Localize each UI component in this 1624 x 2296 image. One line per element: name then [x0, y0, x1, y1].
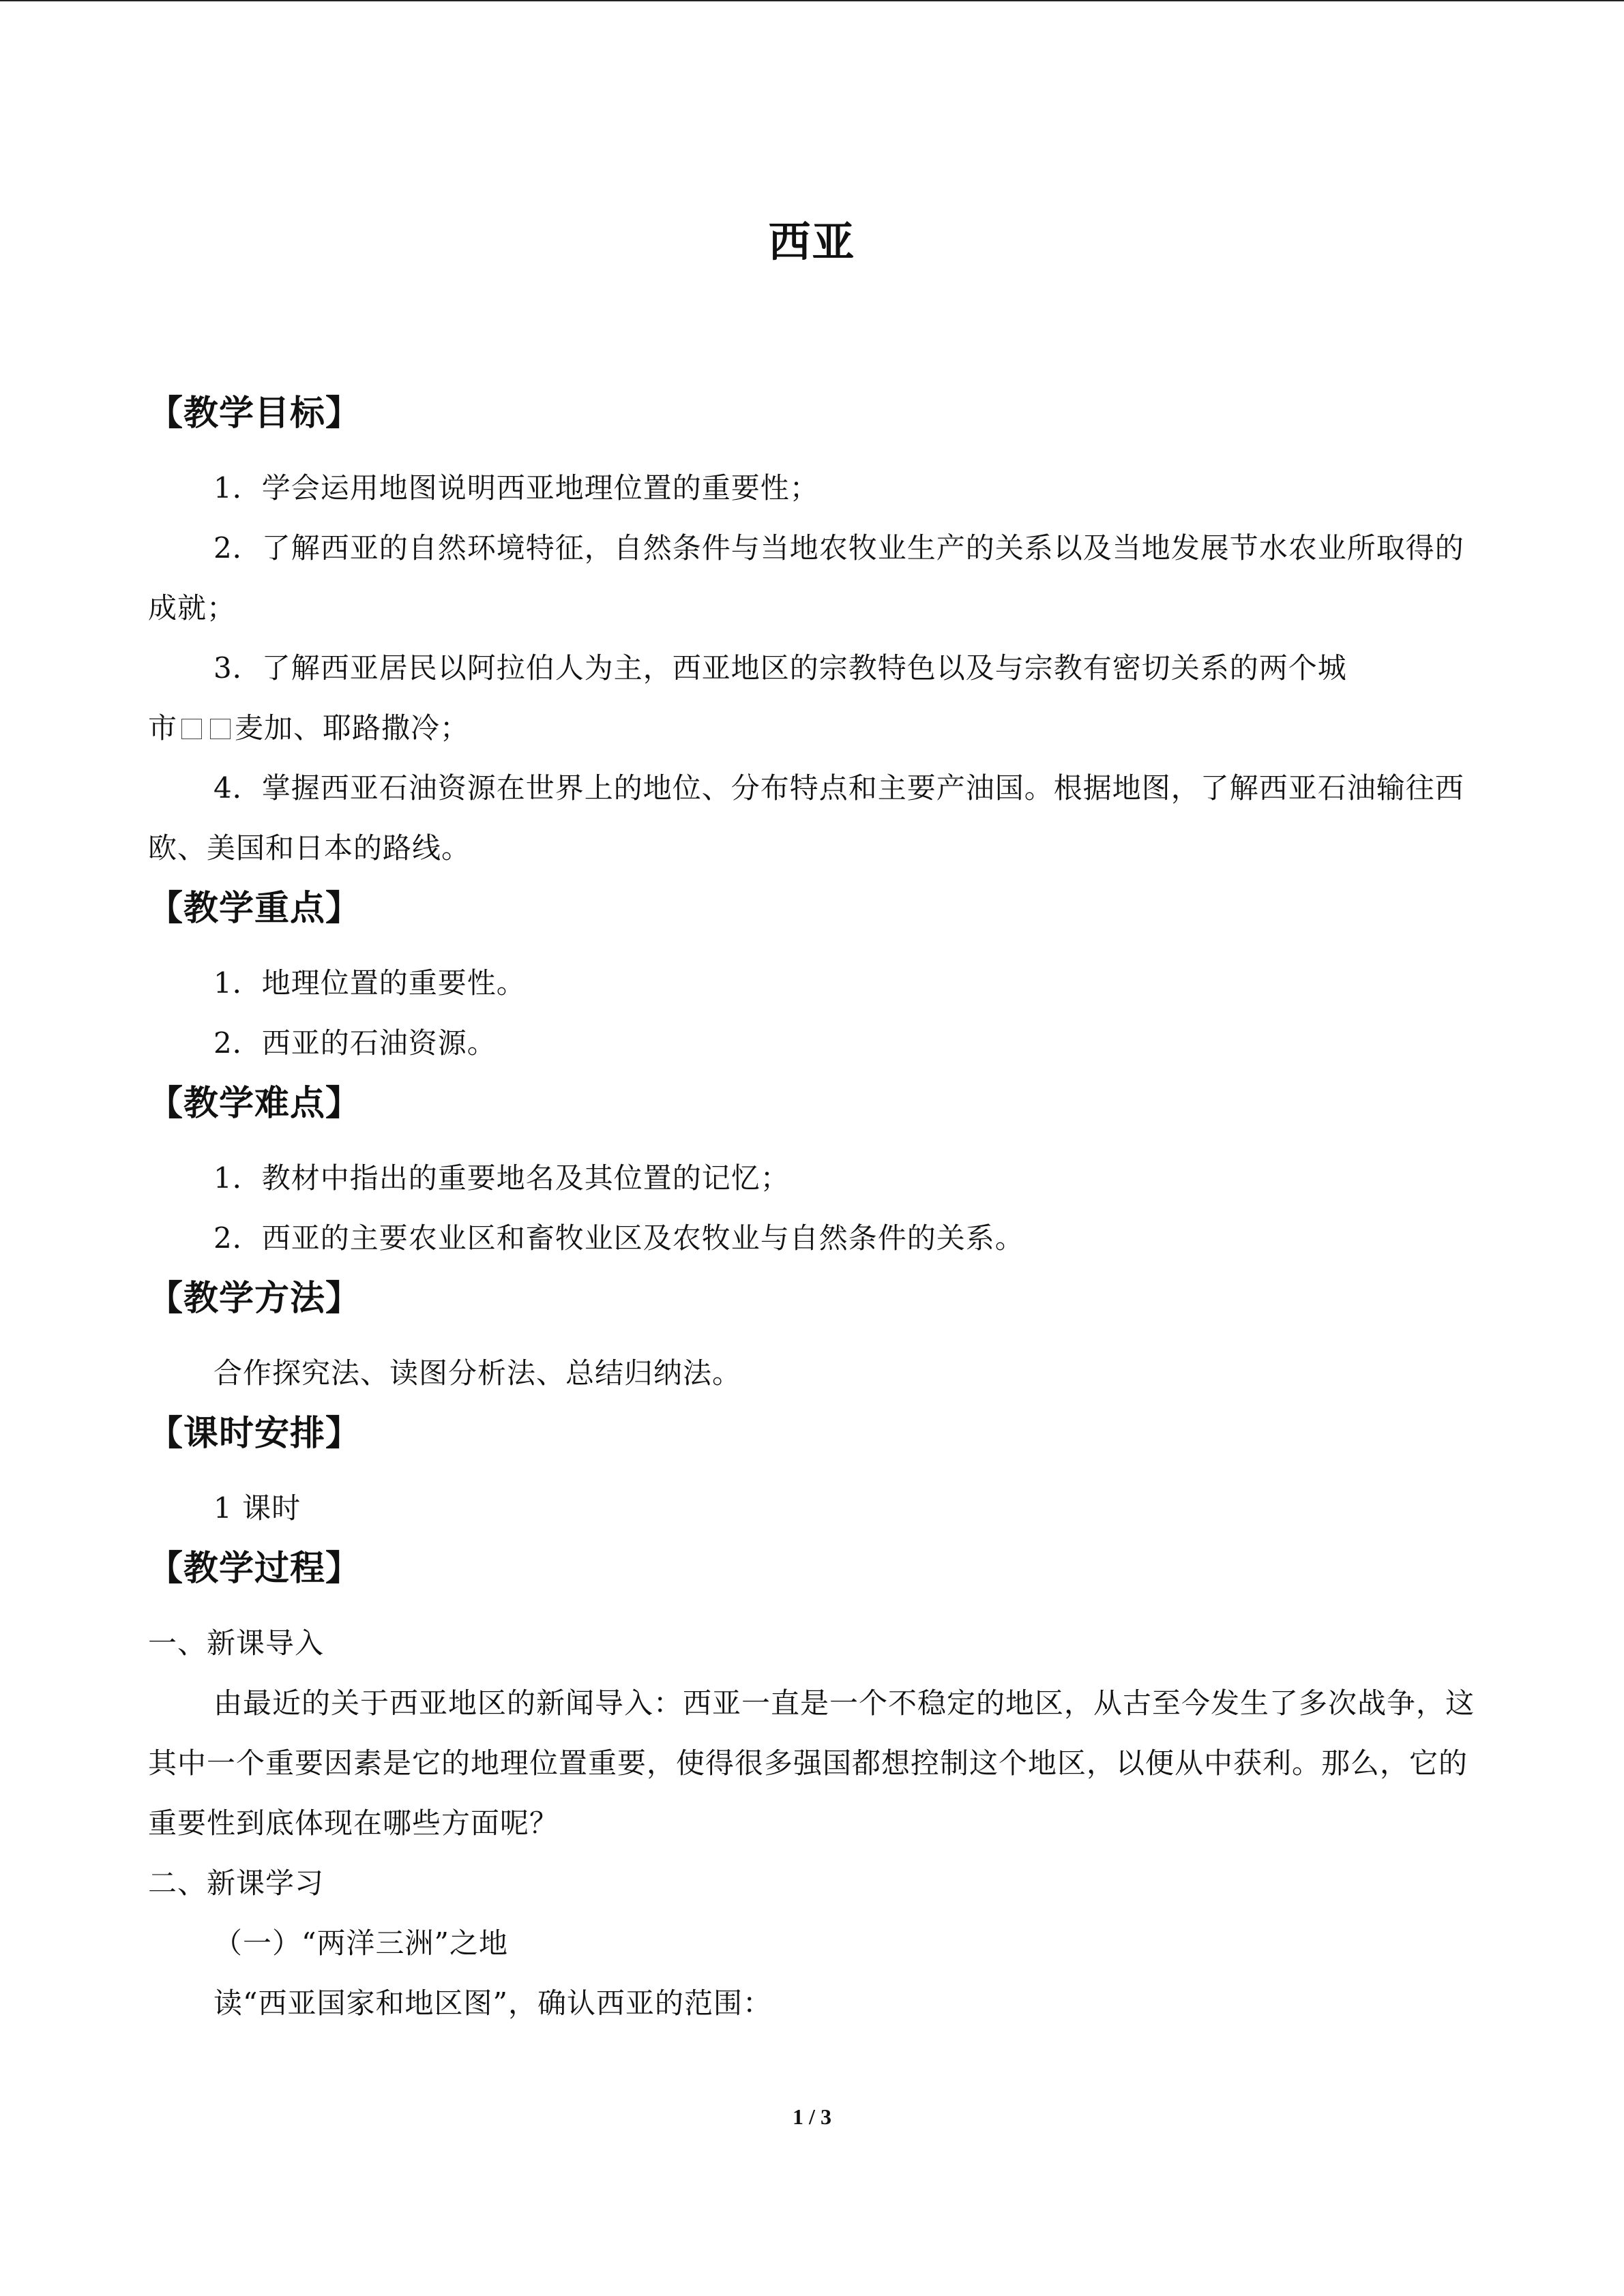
objective-item-3-cities: 麦加、耶路撒冷；: [235, 711, 470, 745]
objective-item-4: 4．掌握西亚石油资源在世界上的地位、分布特点和主要产油国。根据地图，了解西亚石油输往西欧、美国和日本的路线。: [148, 771, 1464, 865]
methods-text: 合作探究法、读图分析法、总结归纳法。: [213, 1356, 742, 1390]
process-part1-text: 由最近的关于西亚地区的新闻导入：西亚一直是一个不稳定的地区，从古至今发生了多次战争，这其中一个重要因素是它的地理位置重要，使得很多强国都想控制这个地区，以便从中获利。那么，它的重要性到底体现在哪些方面呢？: [148, 1686, 1475, 1840]
objective-item-3-continued: [148, 698, 1477, 758]
difficulty-item-1: 1．教材中指出的重要地名及其位置的记忆；: [213, 1161, 790, 1195]
difficulty-item-2: 2．西亚的主要农业区和畜牧业区及农牧业与自然条件的关系。: [213, 1221, 1024, 1255]
missing-glyph-box: [210, 719, 231, 739]
process-sub1-title: （一）“两洋三洲”之地: [213, 1926, 508, 1960]
section-heading-key-points: 【教学重点】: [148, 889, 361, 929]
process-part2-title: 二、新课学习: [148, 1866, 325, 1900]
section-heading-schedule: 【课时安排】: [148, 1414, 361, 1454]
objective-item-1: 1．学会运用地图说明西亚地理位置的重要性；: [213, 471, 819, 505]
document-title: 西亚: [768, 217, 856, 267]
section-heading-methods: 【教学方法】: [148, 1279, 361, 1319]
page-number: 1 / 3: [793, 2104, 831, 2129]
key-point-item-1: 1．地理位置的重要性。: [213, 966, 526, 1000]
process-part1-title: 一、新课导入: [148, 1626, 325, 1660]
objective-item-3: 3．了解西亚居民以阿拉伯人为主，西亚地区的宗教特色以及与宗教有密切关系的两个城: [213, 651, 1347, 685]
schedule-text: 1 课时: [213, 1491, 301, 1525]
objective-item-2: 2．了解西亚的自然环境特征，自然条件与当地农牧业生产的关系以及当地发展节水农业所取得的成就；: [148, 531, 1464, 625]
section-heading-objectives: 【教学目标】: [148, 393, 361, 434]
section-heading-process: 【教学过程】: [148, 1549, 361, 1589]
process-sub1-text: 读“西亚国家和地区图”，确认西亚的范围：: [213, 1986, 772, 2020]
key-point-item-2: 2．西亚的石油资源。: [213, 1026, 497, 1060]
section-heading-difficulties: 【教学难点】: [148, 1084, 361, 1124]
objective-item-3-prefix: 市: [148, 711, 178, 745]
document-body: [148, 383, 1477, 2033]
missing-glyph-box: [181, 719, 202, 739]
